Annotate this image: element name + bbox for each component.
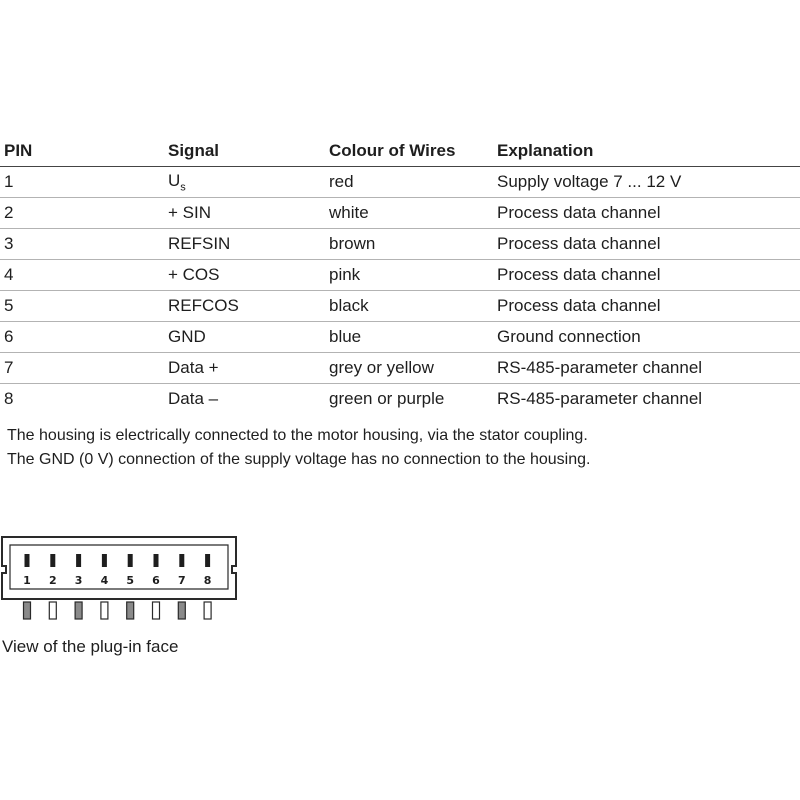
pin-number-label: 4 xyxy=(100,574,109,587)
pin-leg xyxy=(24,602,31,619)
pin-leg xyxy=(204,602,211,619)
pin-cell: 2 xyxy=(0,198,168,229)
explanation-cell: Supply voltage 7 ... 12 V xyxy=(497,167,800,198)
explanation-cell: Process data channel xyxy=(497,198,800,229)
pin-number-label: 6 xyxy=(152,574,160,587)
pin-cell: 1 xyxy=(0,167,168,198)
explanation-cell: RS-485-parameter channel xyxy=(497,389,703,408)
signal-cell: + COS xyxy=(168,260,329,291)
table-row xyxy=(0,291,800,322)
note-housing: The housing is electrically connected to the motor housing, via the stator coupling. xyxy=(7,427,588,444)
signal-subscript: s xyxy=(180,181,186,194)
pin-leg xyxy=(75,602,82,619)
pin-slot xyxy=(76,554,81,567)
pin-assignment-table xyxy=(0,136,800,414)
colour-cell: grey or yellow xyxy=(329,353,497,384)
table-row xyxy=(0,384,800,415)
colour-cell: green or purple xyxy=(329,389,445,408)
table-row xyxy=(0,353,800,384)
pin-number-label: 5 xyxy=(126,574,135,587)
table-row xyxy=(0,322,800,353)
connector-body xyxy=(2,537,236,599)
pin-cell: 5 xyxy=(0,291,168,322)
colour-cell: white xyxy=(329,198,497,229)
pin-cell: 4 xyxy=(0,260,168,291)
explanation-cell: Ground connection xyxy=(497,322,800,353)
pin-cell: 3 xyxy=(0,229,168,260)
pin-slot xyxy=(154,554,159,567)
pin-number-label: 2 xyxy=(48,574,57,587)
pin-number-label: 1 xyxy=(23,574,31,587)
signal-cell: GND xyxy=(168,322,329,353)
table-row xyxy=(0,229,800,260)
signal-text: U xyxy=(168,170,181,190)
explanation-cell: Process data channel xyxy=(497,229,800,260)
explanation-cell: Process data channel xyxy=(497,260,800,291)
header-explanation: Explanation xyxy=(497,136,800,167)
table-row xyxy=(0,198,800,229)
note-gnd: The GND (0 V) connection of the supply voltage has no connection to the housing. xyxy=(7,451,591,468)
pin-leg xyxy=(178,602,185,619)
table-header-row xyxy=(0,136,800,167)
header-colour: Colour of Wires xyxy=(329,136,497,167)
signal-cell: REFCOS xyxy=(168,291,329,322)
signal-cell xyxy=(168,167,329,198)
connector-caption: View of the plug-in face xyxy=(2,637,179,656)
pin-number-label: 7 xyxy=(177,574,186,587)
signal-cell: Data + xyxy=(168,353,329,384)
pin-leg xyxy=(153,602,160,619)
signal-cell: REFSIN xyxy=(168,229,329,260)
pin-leg xyxy=(127,602,134,619)
connector-plug-face-diagram xyxy=(0,533,240,628)
signal-cell: + SIN xyxy=(168,198,329,229)
pin-number-label: 8 xyxy=(203,574,212,587)
colour-cell: brown xyxy=(329,229,497,260)
pin-cell: 7 xyxy=(0,353,168,384)
pin-slot xyxy=(179,554,184,567)
table-row xyxy=(0,167,800,198)
pin-cell: 8 xyxy=(4,389,14,408)
pin-number-label: 3 xyxy=(74,574,83,587)
colour-cell: black xyxy=(329,291,497,322)
colour-cell: blue xyxy=(329,322,497,353)
explanation-cell: RS-485-parameter channel xyxy=(497,353,800,384)
explanation-cell: Process data channel xyxy=(497,291,800,322)
header-pin: PIN xyxy=(0,136,168,167)
pin-slot xyxy=(128,554,133,567)
pin-slot xyxy=(50,554,55,567)
pin-cell: 6 xyxy=(0,322,168,353)
connector-legs xyxy=(24,602,212,619)
pin-leg xyxy=(101,602,108,619)
housing-notes xyxy=(7,424,590,472)
pin-slot xyxy=(102,554,107,567)
colour-cell: pink xyxy=(329,260,497,291)
table-row xyxy=(0,260,800,291)
colour-cell: red xyxy=(329,167,497,198)
pin-leg xyxy=(49,602,56,619)
pin-slot xyxy=(205,554,210,567)
pin-slot xyxy=(25,554,30,567)
header-signal: Signal xyxy=(168,136,329,167)
signal-cell: Data – xyxy=(168,389,219,408)
